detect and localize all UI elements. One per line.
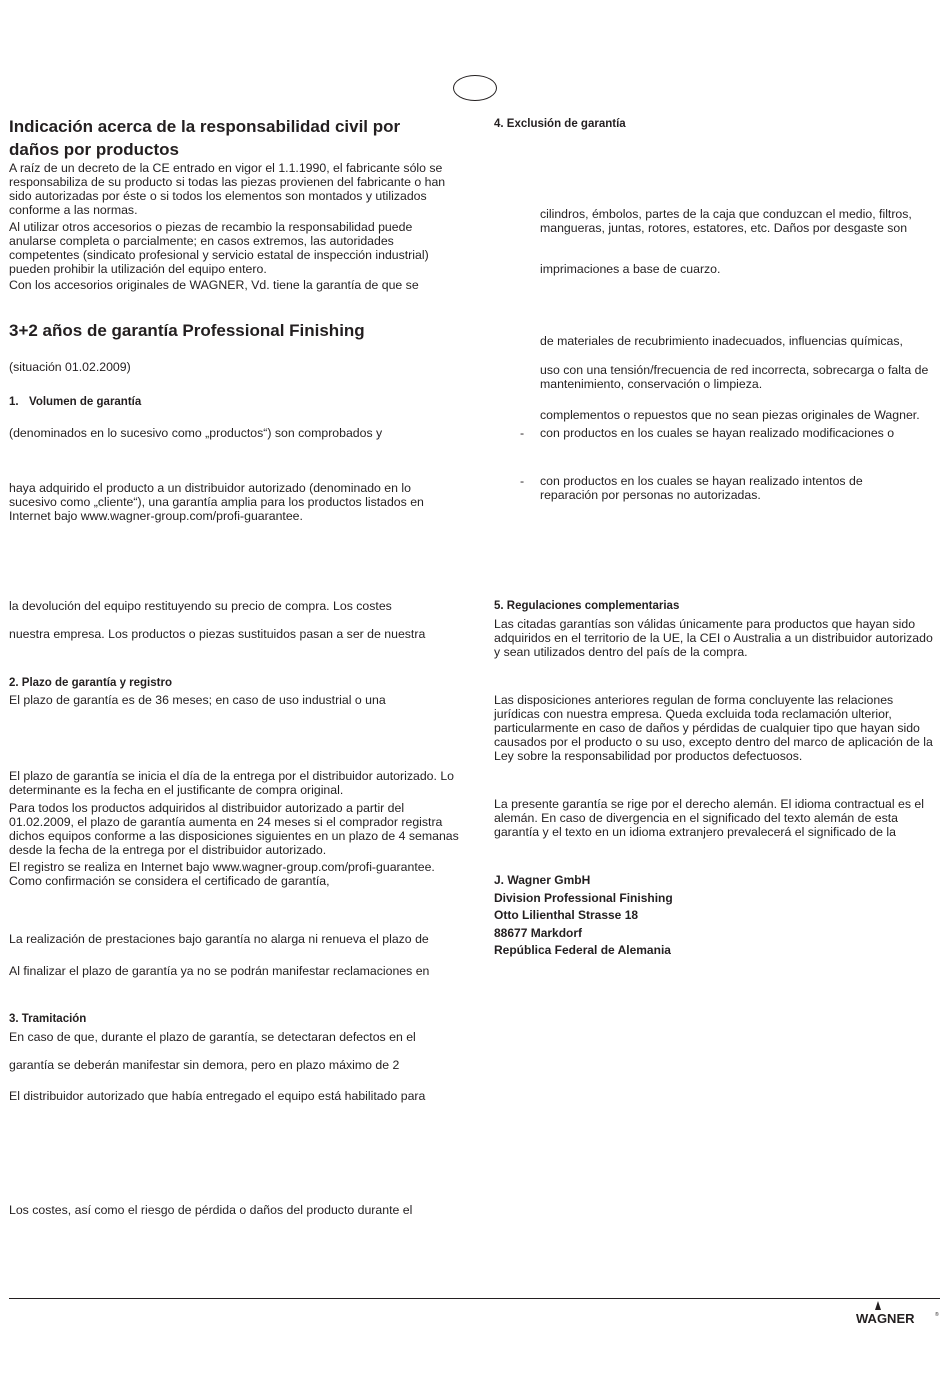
warranty-date: (situación 01.02.2009) [9,360,131,374]
section-2-paragraph-1: El plazo de garantía es de 36 meses; en caso de uso industrial o una [9,693,386,707]
section-5-paragraph-1: Las citadas garantías son válidas únicamente para productos que hayan sido adquiridos en el territorio de la UE, la CEI o Australia a un distribuidor autorizado y sean utilizados dentro del país de la compra. [494,617,933,659]
section-3-paragraph-3: El distribuidor autorizado que había entregado el equipo está habilitado para [9,1089,426,1103]
section-3-paragraph-1: En caso de que, durante el plazo de garantía, se detectaran defectos en el [9,1030,416,1044]
section-2-title: 2. Plazo de garantía y registro [9,677,172,689]
company-address [494,872,673,960]
section-2-paragraph-3: Para todos los productos adquiridos al distribuidor autorizado a partir del 01.02.2009, el plazo de garantía aumenta en 24 meses si el comprador registra dichos equipos conforme a las disposiciones siguientes en un plazo de 4 semanas desde la fecha de la entrega por el distribuidor autorizado. [9,801,459,857]
section-5-paragraph-3: La presente garantía se rige por el derecho alemán. El idioma contractual es el alemán. En caso de divergencia en el significado del texto alemán de esta garantía y el texto en un idioma extranjero prevalecerá el significado de la [494,797,924,839]
list-bullet: - [520,426,525,440]
liability-paragraph-2: Al utilizar otros accesorios o piezas de recambio la responsabilidad puede anularse completa o parcialmente; en casos extremos, las autoridades competentes (sindicato profesional y servicio estatal de inspección industrial) pueden prohibir la utilización del equipo entero. [9,220,429,276]
section-3-title: 3. Tramitación [9,1013,87,1025]
section-1-number: 1. [9,396,19,408]
liability-paragraph-1: A raíz de un decreto de la CE entrado en vigor el 1.1.1990, el fabricante sólo se responsabiliza de su producto si todas las piezas provienen del fabricante o han sido autorizadas por éste o si todos los elementos son montados y utilizados conforme a las normas. [9,161,446,217]
section-3-paragraph-2: garantía se deberán manifestar sin demora, pero en plazo máximo de 2 [9,1058,400,1072]
page-marker-oval [453,75,497,101]
footer-rule [9,1298,940,1299]
section-4-paragraph-1: cilindros, émbolos, partes de la caja que conduzcan el medio, filtros, mangueras, juntas, rotores, estatores, etc. Daños por desgaste son [540,207,912,235]
section-1-paragraph-3: la devolución del equipo restituyendo su precio de compra. Los costes [9,599,392,613]
section-4-list-item-1: con productos en los cuales se hayan realizado modificaciones o [540,426,895,440]
svg-text:WAGNER: WAGNER [856,1311,915,1326]
address-line: República Federal de Alemania [494,943,671,957]
section-5-title: 5. Regulaciones complementarias [494,600,680,612]
liability-paragraph-3: Con los accesorios originales de WAGNER, Vd. tiene la garantía de que se [9,278,419,292]
section-1-paragraph-4: nuestra empresa. Los productos o piezas sustituidos pasan a ser de nuestra [9,627,426,641]
list-bullet: - [520,474,525,488]
address-line: Otto Lilienthal Strasse 18 [494,908,639,922]
section-4-paragraph-3: de materiales de recubrimiento inadecuados, influencias químicas, [540,334,903,348]
wagner-logo [855,1300,941,1328]
section-4-paragraph-5: complementos o repuestos que no sean piezas originales de Wagner. [540,408,920,422]
section-4-paragraph-2: imprimaciones a base de cuarzo. [540,262,721,276]
address-line: 88677 Markdorf [494,925,583,940]
wagner-logo-mark-icon [855,1300,941,1328]
warranty-heading: 3+2 años de garantía Professional Finishing [9,321,365,340]
section-3-paragraph-4: Los costes, así como el riesgo de pérdida o daños del producto durante el [9,1203,413,1217]
section-2-paragraph-6: Al finalizar el plazo de garantía ya no se podrán manifestar reclamaciones en [9,964,430,978]
address-line: Division Professional Finishing [494,890,673,905]
section-2-paragraph-2: El plazo de garantía se inicia el día de la entrega por el distribuidor autorizado. Lo determinante es la fecha en el justificante de compra original. [9,769,455,797]
svg-text:®: ® [935,1312,939,1318]
section-4-title: 4. Exclusión de garantía [494,118,626,130]
address-line: J. Wagner GmbH [494,873,591,887]
section-2-paragraph-5: La realización de prestaciones bajo garantía no alarga ni renueva el plazo de [9,932,429,946]
liability-heading: Indicación acerca de la responsabilidad civil por daños por productos [9,117,401,159]
section-5-paragraph-2: Las disposiciones anteriores regulan de forma concluyente las relaciones jurídicas con nuestra empresa. Queda excluida toda reclamación ulterior, particularmente en caso de daños y pérdidas de cualquier tipo que hayan sido causados por el producto o su uso, excepto dentro del marco de aplicación de la Ley sobre la responsabilidad por productos defectuosos. [494,693,933,763]
section-2-paragraph-4: El registro se realiza en Internet bajo www.wagner-group.com/profi-guarantee. Como confirmación se considera el certificado de garantía, [9,860,435,888]
section-4-paragraph-4: uso con una tensión/frecuencia de red incorrecta, sobrecarga o falta de mantenimiento, conservación o limpieza. [540,363,929,391]
section-4-list-item-2: con productos en los cuales se hayan realizado intentos de reparación por personas no autorizadas. [540,474,863,502]
section-1-paragraph-2: haya adquirido el producto a un distribuidor autorizado (denominado en lo sucesivo como „cliente“), una garantía amplia para los productos listados en Internet bajo www.wagner-group.com/profi-guarantee. [9,481,424,523]
section-1-paragraph-1: (denominados en lo sucesivo como „productos“) son comprobados y [9,426,383,440]
section-1-title: Volumen de garantía [29,396,142,408]
